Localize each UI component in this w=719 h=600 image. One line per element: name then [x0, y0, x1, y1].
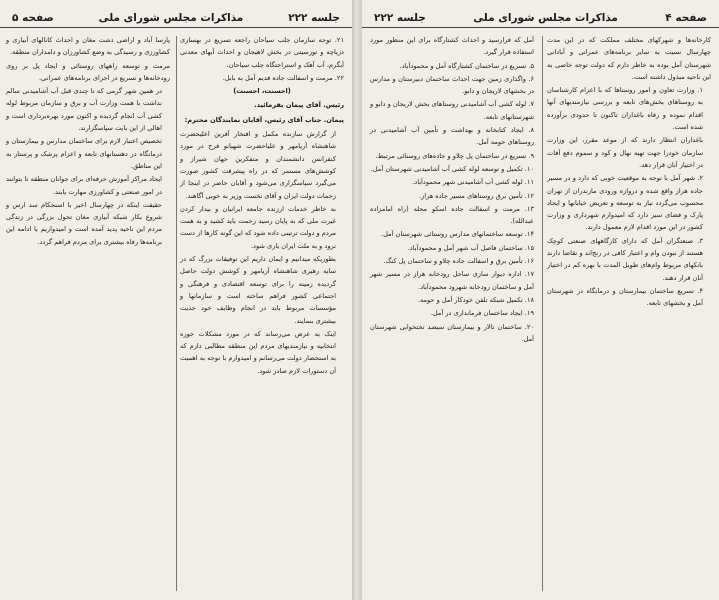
page-right — [362, 0, 719, 600]
applause-note: (احسنت، احسنت) — [233, 87, 291, 96]
text-column-right — [180, 34, 344, 378]
paragraph: ۳. صنعتگران آمل که دارای کارگاههای صنعتی کوچک هستند از نبودن وام و اعتبار کافی در رنج‌اند و تقاضا دارند بانکهای مربوط وام‌های طویل المدت با بهره کم در اختیار آنان قرار دهند. — [547, 236, 703, 282]
header-title: مذاکرات مجلس شورای ملی — [473, 12, 618, 24]
book-gutter — [352, 0, 362, 600]
list-item: ۶. واگذاری زمین جهت احداث ساختمان دبیرستان و مدارس در بخشهای لاریجان و دابو. — [370, 74, 534, 96]
column-divider — [542, 36, 543, 591]
list-item: ۷. لوله کشی آب آشامیدنی روستاهای بخش لاریجان و دابو و شهرستانهای تابعه. — [370, 100, 534, 121]
list-item: ۱۲. تأمین برق روستاهای مسیر جاده هراز. — [418, 191, 534, 200]
paragraph: کارخانه‌ها و شهرکهای مختلف مملکت که در این مدت چهارسال نسبت به سایر برنامه‌های عمرانی و آبادانی شهرستان آمل بوده به خاطر دارم که دولت توجه خاصی به این ناحیه مبذول داشته است. — [547, 36, 711, 81]
list-item: ۱۹. ایجاد ساختمان فرمانداری در آمل. — [430, 309, 534, 318]
paragraph: اینک به عرض می‌رساند که در مورد مشکلات حوزه انتخابیه و نیازمندیهای مردم این منطقه مطالبی دارم که به استحضار دولت می‌رسانم و امیدوارم با توجه به اهمیت آن دستورات لازم صادر شود. — [180, 329, 336, 375]
paragraph: پارسا آباد و اراضی دشت مغان و احداث کانالهای آبیاری و کشاورزی و رسیدگی به وضع کشاورزان و دامداران منطقه. — [6, 36, 170, 57]
page-body — [362, 28, 719, 600]
speaker-line: رئیس. آقای پیمان بفرمائید. — [254, 101, 344, 110]
paragraph: ۲. شهر آمل با توجه به موقعیت خوبی که دارد و در مسیر جاده هراز واقع شده و دروازه ورودی مازندران از تهران محسوب می‌گردد نیاز به توسعه و تعریض خیابانها و ایجاد پارک و فضای سبز دارد که امیدوارم شهرداری و وزارت کشور در این مورد اقدام لازم معمول دارند. — [547, 174, 703, 232]
paragraph: به خاطر خدمات ارزنده جامعه ایرانیان و بیدار کردن غیرت ملی که به پایان رسید زحمت باید کشید و به همت مردم و دولت ترتیبی داده شود که این گونه کارها از دست نرود و به ملت ایران یاری شود. — [180, 204, 336, 250]
paragraph: ۴. تسریع ساختمان بیمارستان و درمانگاه در شهرستان آمل و بخشهای تابعه. — [547, 286, 703, 308]
list-item: ۲۰. ساختمان تالار و بیمارستان سیصد تختخوابی شهرستان آمل. — [370, 322, 534, 343]
paragraph: حقیقت اینکه در چهارسال اخیر با استحکام سد ارس و شروع بکار شبکه آبیاری مغان تحول بزرگی در زندگی مردم این ناحیه پدید آمده است و امیدواریم با ادامه این برنامه‌ها رفاه بیشتری برای مردم فراهم گردد. — [6, 200, 162, 246]
page-header — [362, 0, 719, 28]
column-divider — [176, 36, 177, 591]
paragraph: از گزارش سازنده مکمل و افتخار آفرین اعلیحضرت شاهنشاه آریامهر و علیاحضرت شهبانو فرح در مورد کنفرانس دانشمندان و متفکرین جهان شیراز و کوشش‌های مستمر که در راه پیشرفت کشور صورت می‌گیرد سپاسگزاری می‌شود و آقایان حاضر در اینجا از زحمات دولت ایران و آقای نخست وزیر به خوبی آگاهند. — [180, 130, 336, 200]
paragraph: باغداران انتظار دارند که از موعد مقرر، این وزارت سازمان خودرا جهت تهیه نهال و کود و سموم دفع آفات در اختیار آنان قرار دهد. — [547, 136, 703, 169]
speaker-line: پیمان. جناب آقای رئیس، آقایان نمایندگان محترم: — [184, 115, 344, 124]
list-item: ۱۷. اداره دیوار سازی ساحل رودخانه هراز در مسیر شهر آمل و ساختمان رودخانه شهرود محمودآباد. — [370, 270, 534, 291]
list-item: ۵. تسریع در ساختمان کشتارگاه آمل و محمودآباد. — [399, 61, 534, 70]
paragraph: ۲۲. مرمت و اسفالت جاده قدیم آمل به بابل. — [222, 73, 344, 82]
text-column-right — [547, 34, 711, 311]
list-item: ۱۳. مرمت و اسفالت جاده اسکو محله (راه امامزاده عبدالله). — [370, 204, 534, 226]
page-number: صفحه ۵ — [12, 12, 54, 24]
list-item: ۱۴. توسعه ساختمانهای مدارس روستائی شهرستان آمل. — [380, 230, 534, 239]
page-left — [0, 0, 352, 600]
text-column-left — [6, 34, 170, 249]
page-number: صفحه ۴ — [665, 12, 707, 24]
paragraph: مرمت و توسعه راههای روستائی و ایجاد پل بر روی رودخانه‌ها و تسریع در اجرای برنامه‌های عمرانی. — [6, 61, 170, 82]
text-column-left — [370, 34, 534, 346]
page-header — [0, 0, 352, 28]
paragraph: تخصیص اعتبار لازم برای ساختمان مدارس و بیمارستان و درمانگاه در دهستانهای تابعه و اعزام پزشک و پرستار به این مناطق. — [6, 137, 162, 170]
list-item: ۸. ایجاد کتابخانه و بهداشت و تأمین آب آشامیدنی در روستاهای حومه آمل. — [370, 126, 534, 147]
header-title: مذاکرات مجلس شورای ملی — [98, 12, 244, 24]
list-item: ۱۰. تکمیل و توسعه لوله کشی آب آشامیدنی شهرستان آمل. — [370, 164, 534, 173]
paragraph: در همین شهر گرمی که تا چندی قبل آب آشامیدنی سالم نداشت با همت وزارت آب و برق و سازمان مربوط لوله کشی آب انجام گردیده و اکنون مورد بهره‌برداری است و اهالی از این بابت سپاسگزارند. — [6, 87, 162, 133]
paragraph: بطوریکه میدانیم و ایمان داریم این توفیقات بزرگ که در سایه رهبری شاهنشاه آریامهر و کوشش دولت حاصل گردیده زمینه را برای توسعه اقتصادی و فرهنگی و اجتماعی کشور فراهم ساخته است و سازمانها و مؤسسات مربوط باید در انجام وظایف خود جدیت بیشتری بنمایند. — [180, 255, 336, 325]
paragraph: ۲۱. توجه سازمان جلب سیاحان راجعه تسریع در بهسازی دریاچه و تورسیتی در بخش لاهیجان و احداث آبهای معدنی آبگرم، آب آهک و استراحتگاه جلب سیاحان. — [180, 36, 344, 69]
session-label: جلسه ۲۲۲ — [288, 12, 340, 24]
paragraph: ایجاد مراکز آموزش حرفه‌ای برای جوانان منطقه تا بتوانند در امور صنعتی و کشاورزی مهارت یابند. — [6, 175, 162, 196]
paragraph: ۱. وزارت تعاون و امور روستاها که با اعزام کارشناسان به روستاهای بخش‌های تابعه و بررسی نیازمندیهای آنها اقدام نموده و رفاه باغداران تاکنون تا حدودی برآورده شده است. — [547, 86, 703, 132]
page-body — [0, 28, 352, 600]
list-item: ۱۱. لوله کشی آب آشامیدنی شهر محمودآباد. — [412, 178, 534, 187]
list-item: آمل که فرارسید و احداث کشتارگاه برای این منظور مورد استفاده قرار گیرد. — [370, 36, 534, 57]
list-item: ۱۶. تأمین برق و اسفالت جاده چلاو و ساختمان پل کنگ. — [383, 257, 534, 266]
list-item: ۱۵. ساختمان فاصل آب شهر آمل و محمودآباد. — [407, 243, 534, 252]
list-item: ۹. تسریع در ساختمان پل چلاو و جاده‌های روستائی مرتبط. — [375, 151, 534, 160]
session-label: جلسه ۲۲۲ — [374, 12, 426, 24]
list-item: ۱۸. تکمیل شبکه تلفن خودکار آمل و حومه. — [417, 295, 534, 304]
